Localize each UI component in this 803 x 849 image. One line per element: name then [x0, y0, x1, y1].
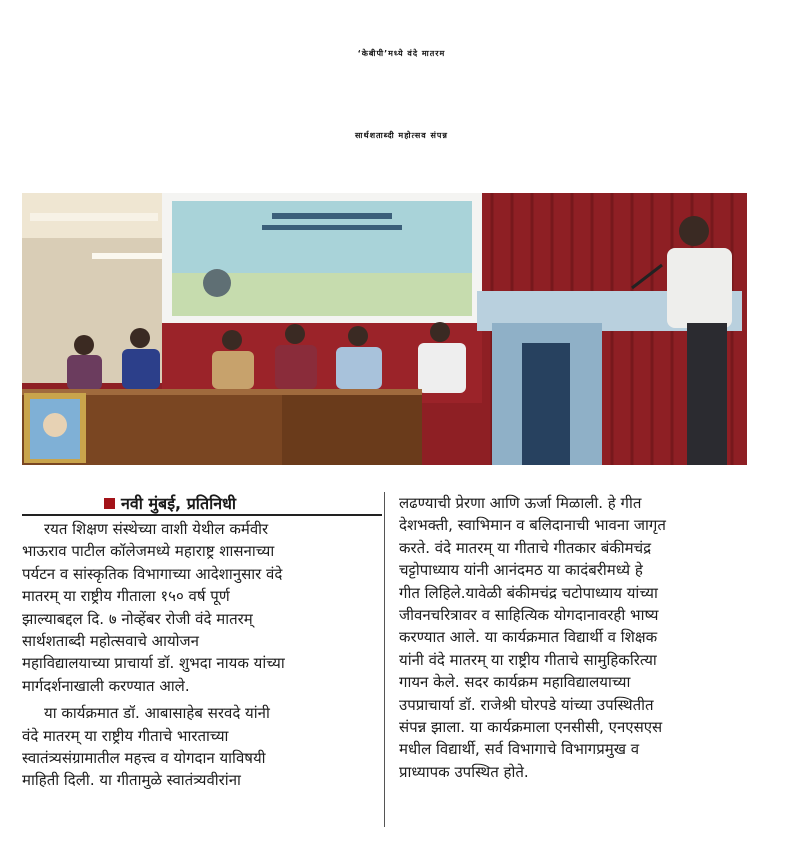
byline-rule: [22, 514, 382, 516]
byline: [104, 492, 236, 514]
headline-line-1: ‘केबीपी’मध्ये वंदे मातरम: [357, 49, 446, 58]
left-column: [22, 518, 380, 792]
text-line: भाऊराव पाटील कॉलेजमध्ये महाराष्ट्र शासनाच्या: [22, 542, 275, 561]
text-line: या कार्यक्रमात डॉ. आबासाहेब सरवदे यांनी: [44, 704, 270, 723]
byline-text: नवी मुंबई, प्रतिनिधी: [121, 494, 237, 513]
text-line: करण्यात आले. या कार्यक्रमात विद्यार्थी व शिक्षक: [399, 628, 658, 647]
text-line: पर्यटन व सांस्कृतिक विभागाच्या आदेशानुसार वंदे: [22, 564, 283, 583]
text-line: संपन्न झाला. या कार्यक्रमाला एनसीसी, एनएसएस: [399, 718, 663, 737]
text-line: महाविद्यालयाच्या प्राचार्या डॉ. शुभदा नायक यांच्या: [22, 654, 285, 673]
text-line: चट्टोपाध्याय यांनी आनंदमठ या कादंबरीमध्ये हे: [399, 561, 643, 580]
text-line: प्राध्यापक उपस्थित होते.: [399, 762, 529, 781]
text-line: करते. वंदे मातरम्‌ या गीताचे गीतकार बंकीमचंद्र: [399, 538, 652, 557]
right-column: [399, 492, 751, 783]
text-line: मातरम्‌ या राष्ट्रीय गीताला १५० वर्ष पूर्ण: [22, 587, 230, 606]
text-line: लढण्याची प्रेरणा आणि ऊर्जा मिळाली. हे गीत: [399, 494, 642, 512]
text-line: यांनी वंदे मातरम्‌ या राष्ट्रीय गीताचे सामुहिकरित्या: [399, 650, 657, 669]
text-line: जीवनचरित्रावर व साहित्यिक योगदानावरही भाष्य: [399, 606, 659, 625]
text-line: उपप्राचार्या डॉ. राजेश्री घोरपडे यांच्या उपस्थितीत: [399, 695, 654, 714]
text-line: स्वातंत्र्यसंग्रामातील महत्त्व व योगदान याविषयी: [22, 749, 266, 768]
headline-line-2: सार्थशताब्दी महोत्सव संपन्न: [355, 131, 448, 140]
text-line: झाल्याबद्दल दि. ७ नोव्हेंबर रोजी वंदे मातरम्‌: [22, 609, 253, 628]
text-line: मार्गदर्शनाखाली करण्यात आले.: [22, 676, 190, 695]
text-line: देशभक्ती, स्वाभिमान व बलिदानाची भावना जागृत: [399, 516, 666, 535]
text-line: वंदे मातरम्‌ या राष्ट्रीय गीताचे भारताच्या: [22, 726, 229, 745]
byline-marker-icon: [104, 498, 115, 509]
text-line: माहिती दिली. या गीतामुळे स्वातंत्र्यवीरांना: [22, 771, 241, 790]
text-line: मधील विद्यार्थी, सर्व विभागाचे विभागप्रमुख व: [399, 740, 640, 759]
text-line: रयत शिक्षण संस्थेच्या वाशी येथील कर्मवीर: [44, 520, 269, 538]
text-line: गीत लिहिले.यावेळी बंकीमचंद्र चटोपाध्याय यांच्या: [399, 583, 658, 602]
event-photo: [22, 193, 747, 465]
text-line: सार्थशताब्दी महोत्सवाचे आयोजन: [22, 632, 199, 651]
text-line: गायन केले. सदर कार्यक्रम महाविद्यालयाच्या: [399, 673, 631, 692]
column-divider: [384, 492, 385, 827]
